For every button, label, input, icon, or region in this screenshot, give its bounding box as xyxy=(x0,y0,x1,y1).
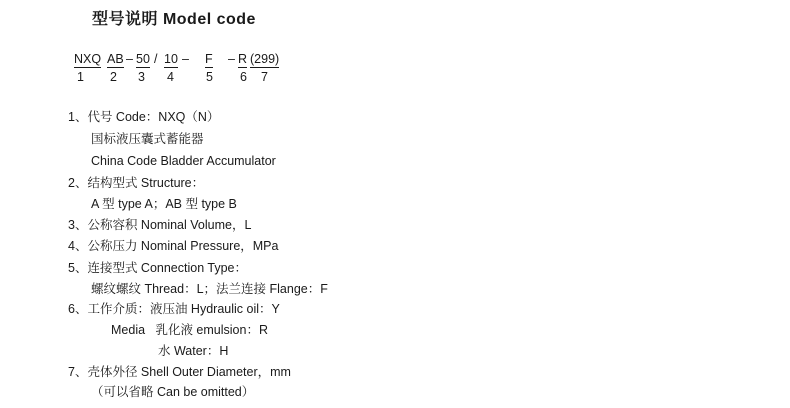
item-media-emulsion: Media 乳化液 emulsion：R xyxy=(111,323,268,337)
item-code-cn: 国标液压囊式蓄能器 xyxy=(91,132,204,146)
item-media-water: 水 Water：H xyxy=(158,344,229,358)
code-part-ab: AB xyxy=(107,52,124,66)
code-sep: – xyxy=(228,52,235,66)
code-index: 3 xyxy=(138,70,145,84)
code-part-connection: F xyxy=(205,52,213,66)
code-part-nxq: NXQ xyxy=(74,52,102,66)
code-index: 6 xyxy=(240,70,247,84)
item-connection-types: 螺纹螺纹 Thread：L；法兰连接 Flange：F xyxy=(91,282,328,296)
item-pressure: 4、公称压力 Nominal Pressure，MPa xyxy=(68,239,279,253)
item-diameter-note: （可以省略 Can be omitted） xyxy=(91,385,255,399)
code-index: 2 xyxy=(110,70,117,84)
item-structure-types: A 型 type A；AB 型 type B xyxy=(91,197,237,211)
code-index: 4 xyxy=(167,70,174,84)
item-connection: 5、连接型式 Connection Type： xyxy=(68,261,248,275)
code-slash: / xyxy=(154,52,158,66)
code-part-diameter: (299) xyxy=(250,52,280,66)
code-sep: – xyxy=(126,52,133,66)
code-index: 1 xyxy=(77,70,84,84)
item-diameter: 7、壳体外径 Shell Outer Diameter，mm xyxy=(68,365,291,379)
code-part-volume: 50 xyxy=(136,52,150,66)
item-structure: 2、结构型式 Structure： xyxy=(68,176,205,190)
item-code-en: China Code Bladder Accumulator xyxy=(91,154,276,168)
code-sep: – xyxy=(182,52,189,66)
code-part-pressure: 10 xyxy=(164,52,178,66)
item-code: 1、代号 Code：NXQ（N） xyxy=(68,110,220,124)
page-title: 型号说明 Model code xyxy=(92,11,256,28)
code-index: 5 xyxy=(206,70,213,84)
item-volume: 3、公称容积 Nominal Volume，L xyxy=(68,218,252,232)
code-index: 7 xyxy=(261,70,268,84)
code-part-media: R xyxy=(238,52,248,66)
item-media: 6、工作介质：液压油 Hydraulic oil：Y xyxy=(68,302,280,316)
